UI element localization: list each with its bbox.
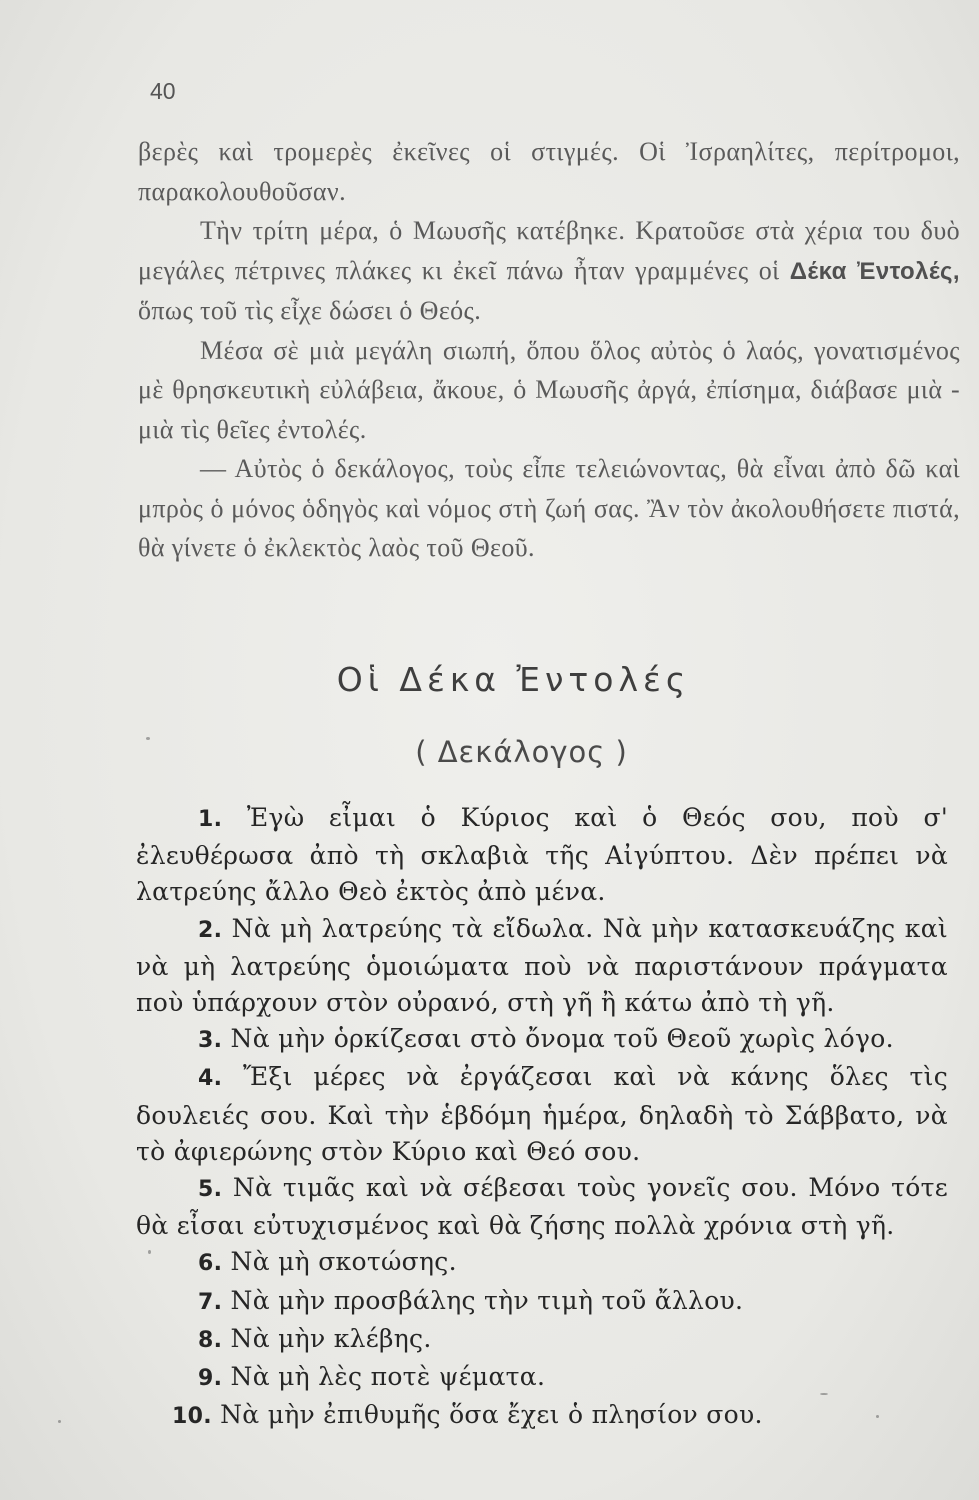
commandment-text: Νὰ μὴν ἐπιθυμῆς ὅσα ἔχει ὁ πλησίον σου. (220, 1400, 763, 1430)
commandment-1 (136, 800, 948, 911)
commandment-4 (136, 1059, 948, 1170)
commandment-10 (136, 1397, 948, 1435)
commandment-text: Νὰ μὴ λατρεύης τὰ εἴδωλα. Νὰ μὴν κατασκευάζης καὶ νὰ μὴ λατρεύης ὁμοιώματα ποὺ νὰ παριστάνουν πράγματα ποὺ ὑπάρχουν στὸν οὐρανό, στὴ γῆ ἢ κάτω ἀπὸ τὴ γῆ. (136, 913, 949, 1018)
section-subtitle: ( Δεκάλογος ) (415, 735, 628, 769)
narrative-paragraph-4: — Αὐτὸς ὁ δεκάλογος, τοὺς εἶπε τελειώνοντας, θὰ εἶναι ἀπὸ δῶ καὶ μπρὸς ὁ μόνος ὁδηγὸς καὶ νόμος στὴ ζωή σας. Ἂν τὸν ἀκολουθήσετε πιστά, θὰ γίνετε ὁ ἐκλεκτὸς λαὸς τοῦ Θεοῦ. (138, 454, 960, 562)
speck (820, 1393, 828, 1395)
commandment-number: 2. (198, 917, 223, 943)
commandment-number: 4. (198, 1066, 223, 1092)
commandment-text: Ἔξι μέρες νὰ ἐργάζεσαι καὶ νὰ κάνης ὅλες τὶς δουλειές σου. Καὶ τὴν ἑβδόμη ἡμέρα, δηλαδὴ τὸ Σάββατο, νὰ τὸ ἀφιερώνης στὸν Κύριο καὶ Θεό σου. (136, 1062, 949, 1166)
commandment-text: Νὰ τιμᾶς καὶ νὰ σέβεσαι τοὺς γονεῖς σου. Μόνο τότε θὰ εἶσαι εὐτυχισμένος καὶ θὰ ζήσης πολλὰ χρόνια στὴ γῆ. (136, 1173, 948, 1241)
commandments-list (136, 800, 948, 1435)
commandment-7 (136, 1283, 948, 1321)
commandment-number: 8. (198, 1327, 223, 1353)
section-title: Οἱ Δέκα Ἐντολές (336, 660, 691, 699)
speck (876, 1415, 879, 1418)
speck (58, 1420, 61, 1423)
commandment-9 (136, 1359, 948, 1397)
narrative-paragraph-2-end: ὅπως τοῦ τὶς εἶχε δώσει ὁ Θεός. (138, 296, 482, 325)
commandment-6 (136, 1244, 948, 1282)
ten-commandments-emphasis: Δέκα Ἐντολές, (789, 257, 960, 285)
narrative-paragraph-3: Μέσα σὲ μιὰ μεγάλη σιωπή, ὅπου ὅλος αὐτὸς ὁ λαός, γονατισμένος μὲ θρησκευτικὴ εὐλάβεια, ἄκουε, ὁ Μωυσῆς ἀργά, ἐπίσημα, διάβασε μιὰ - μιὰ τὶς θεῖες ἐντολές. (138, 335, 960, 444)
narrative-paragraph-2-start: Τὴν τρίτη μέρα, ὁ Μωυσῆς κατέβηκε. Κρατοῦσε στὰ χέρια του δυὸ μεγάλες πέτρινες πλάκες κι ἐκεῖ πάνω ἦταν γραμμένες οἱ (138, 216, 960, 285)
commandment-text: Νὰ μὴ σκοτώσης. (230, 1247, 457, 1277)
commandment-number: 9. (198, 1366, 223, 1392)
commandment-number: 7. (198, 1289, 223, 1315)
commandment-8 (136, 1321, 948, 1359)
commandment-number: 1. (198, 807, 223, 832)
commandment-text: Νὰ μὴν ὁρκίζεσαι στὸ ὄνομα τοῦ Θεοῦ χωρὶς λόγο. (230, 1024, 894, 1054)
speck (146, 737, 150, 740)
narrative-paragraph-1: βερὲς καὶ τρομερὲς ἐκεῖνες οἱ στιγμές. Οἱ Ἰσραηλίτες, περίτρομοι, παρακολουθοῦσαν. (138, 137, 960, 206)
commandment-text: Νὰ μὴ λὲς ποτὲ ψέματα. (230, 1362, 546, 1392)
commandment-text: Νὰ μὴν κλέβης. (230, 1323, 432, 1353)
commandment-number: 3. (198, 1028, 223, 1054)
commandment-5 (136, 1170, 948, 1244)
commandment-text: Ἐγὼ εἶμαι ὁ Κύριος καὶ ὁ Θεός σου, ποὺ σ' ἐλευθέρωσα ἀπὸ τὴ σκλαβιὰ τῆς Αἰγύπτου. Δὲν πρέπει νὰ λατρεύης ἄλλο Θεὸ ἐκτὸς ἀπὸ μένα. (136, 803, 948, 907)
page-number: 40 (150, 78, 176, 104)
narrative-text (138, 132, 960, 568)
commandment-number: 10. (172, 1404, 212, 1430)
commandment-number: 6. (198, 1251, 223, 1277)
speck (148, 1250, 151, 1254)
commandment-text: Νὰ μὴν προσβάλης τὴν τιμὴ τοῦ ἄλλου. (230, 1285, 744, 1315)
commandment-3 (136, 1021, 948, 1059)
commandment-number: 5. (198, 1177, 223, 1203)
narrative-paragraph-2 (138, 211, 960, 331)
commandment-2 (136, 911, 948, 1022)
